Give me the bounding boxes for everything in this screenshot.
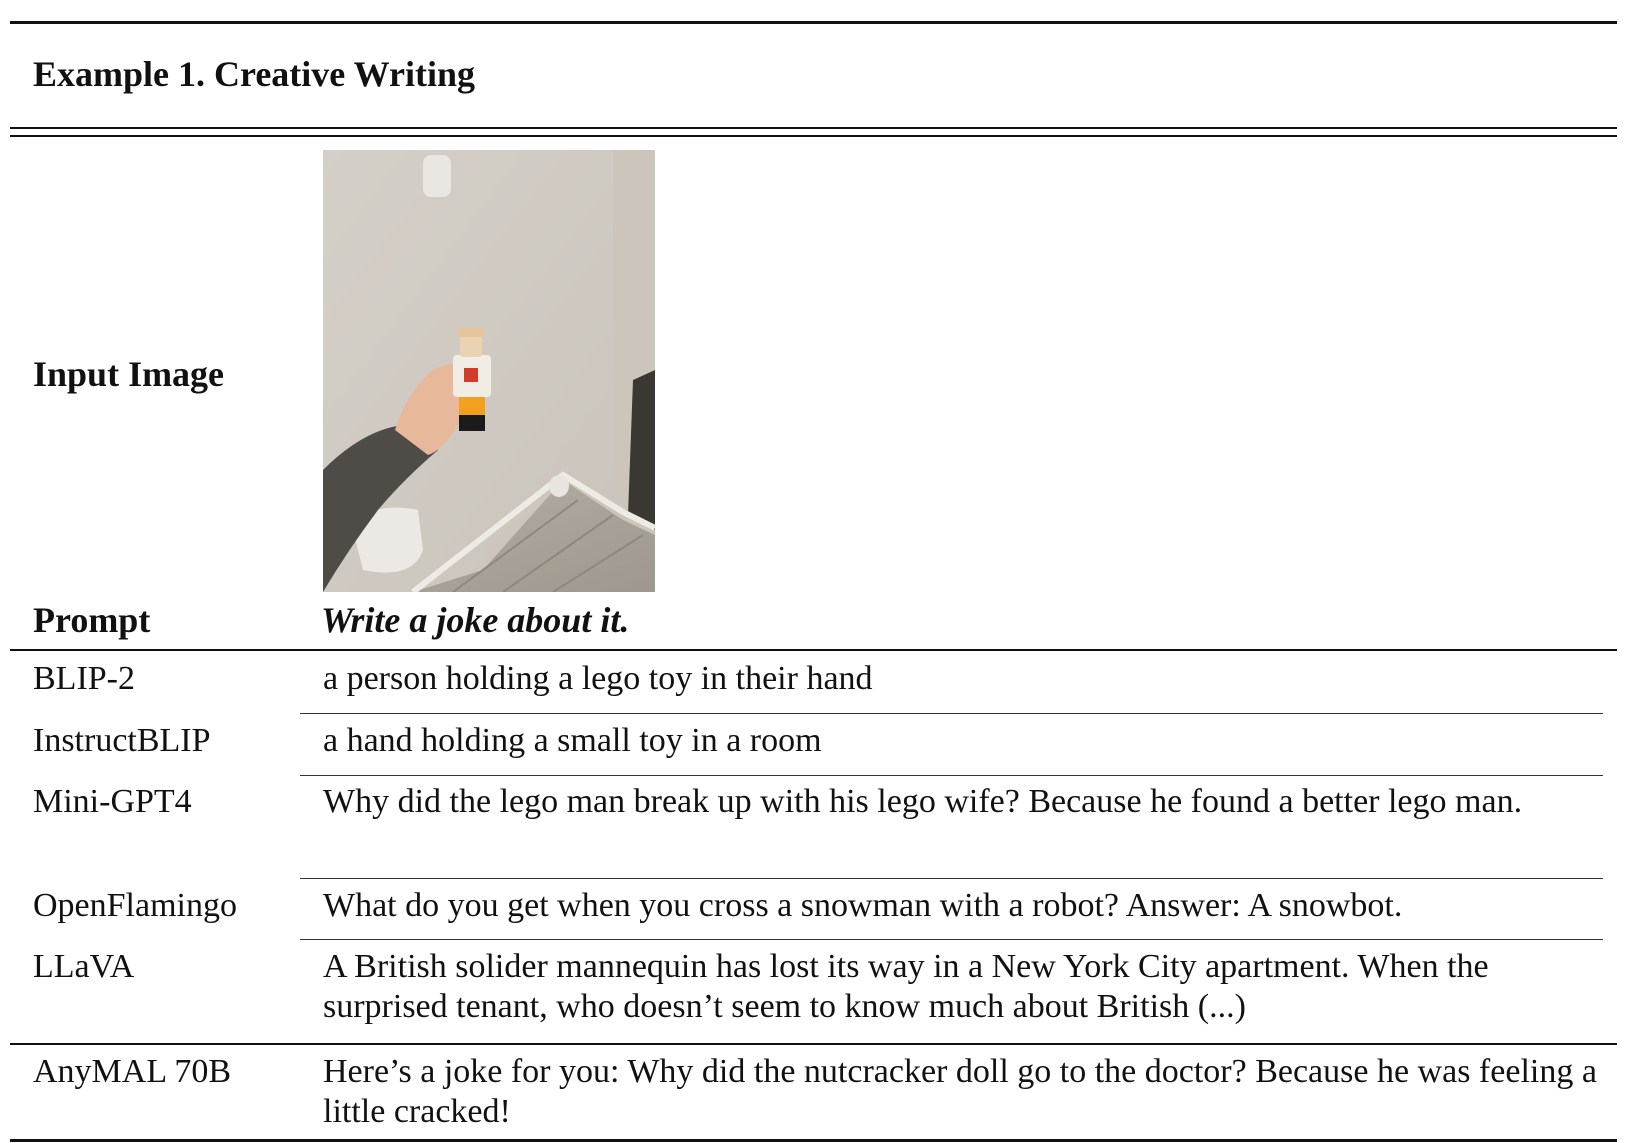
response-anymal: Here’s a joke for you: Why did the nutcracker doll go to the doctor? Because he was feeling a little cracked! [323, 1053, 1597, 1130]
top-rule [10, 21, 1617, 24]
anymal-rule [10, 1043, 1617, 1045]
response-minigpt4: Why did the lego man break up with his lego wife? Because he found a better lego man. [323, 783, 1523, 820]
prompt-rule [10, 649, 1617, 651]
response-blip2: a person holding a lego toy in their hand [323, 660, 873, 697]
input-image-label: Input Image [33, 354, 225, 394]
response-instructblip: a hand holding a small toy in a room [323, 722, 822, 759]
photo-toy-legs [459, 397, 485, 415]
row-divider [300, 878, 1603, 879]
photo-toy-head [460, 335, 482, 357]
model-name-llava: LLaVA [33, 948, 135, 985]
model-name-minigpt4: Mini-GPT4 [33, 783, 192, 820]
input-image [323, 150, 655, 592]
row-divider [300, 713, 1603, 714]
model-name-instructblip: InstructBLIP [33, 722, 211, 759]
model-name-openflamingo: OpenFlamingo [33, 887, 237, 924]
example-title: Example 1. Creative Writing [33, 54, 475, 94]
response-llava: A British solider mannequin has lost its way in a New York City apartment. When the surprised tenant, who doesn’t seem to know much about British (...) [323, 948, 1489, 1025]
header-double-rule-top [10, 127, 1617, 129]
header-double-rule-bottom [10, 135, 1617, 137]
model-name-anymal: AnyMAL 70B [33, 1053, 232, 1090]
prompt-label: Prompt [33, 600, 151, 640]
bottom-rule [10, 1139, 1617, 1142]
row-divider [300, 775, 1603, 776]
model-name-blip2: BLIP-2 [33, 660, 135, 697]
prompt-text: Write a joke about it. [321, 600, 630, 640]
response-openflamingo: What do you get when you cross a snowman with a robot? Answer: A snowbot. [323, 887, 1403, 924]
photo-floor-device [549, 475, 569, 497]
row-divider [300, 939, 1603, 940]
photo-wall-fixture [423, 155, 451, 197]
